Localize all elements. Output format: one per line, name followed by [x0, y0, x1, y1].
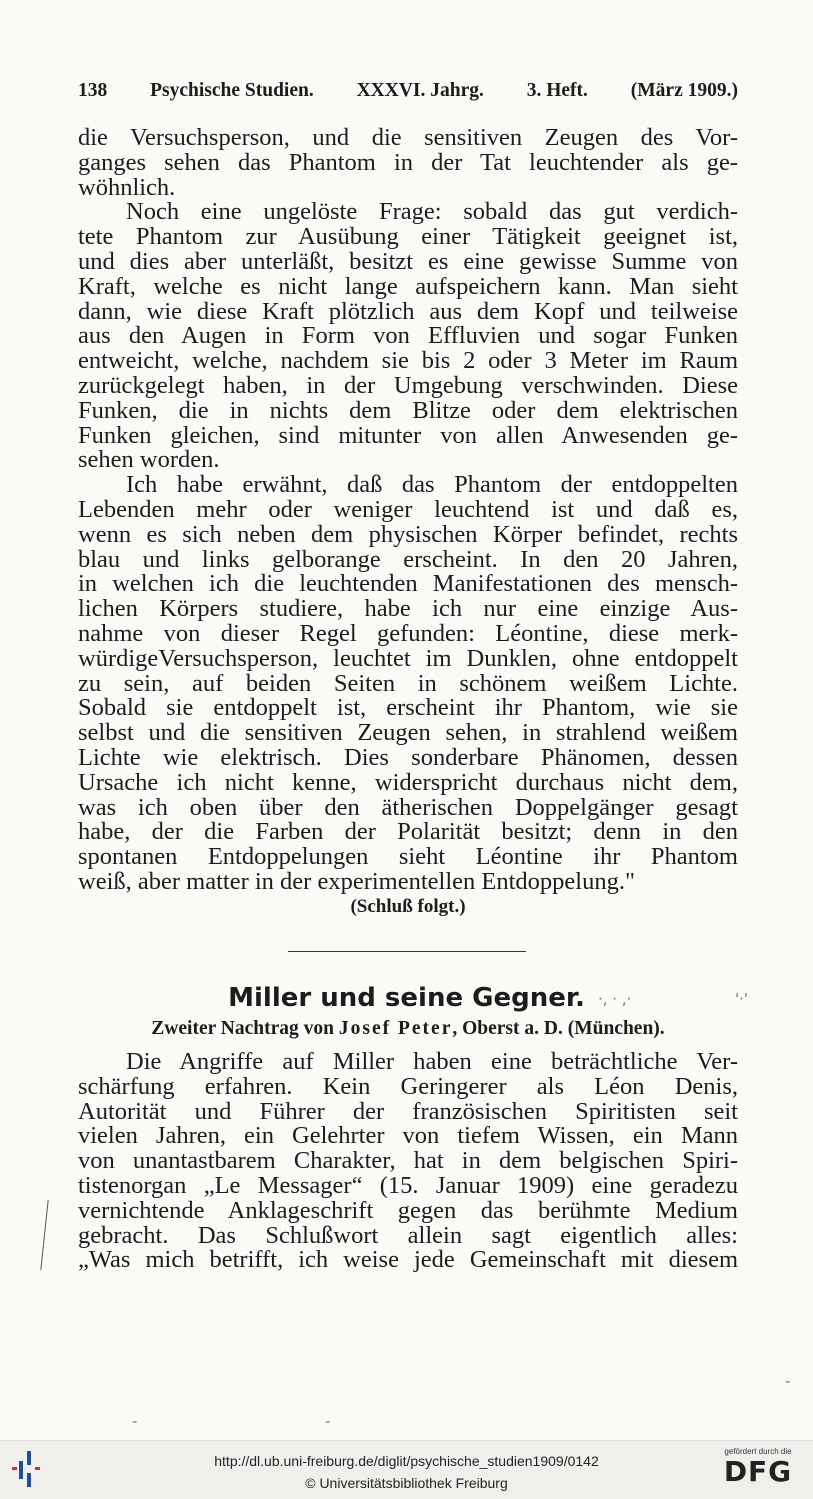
text-line: Ich habe erwähnt, daß das Phantom der entdoppelten — [126, 471, 738, 499]
continued-note: (Schluß folgt.) — [350, 895, 466, 917]
text-line: zurückgelegt haben, in der Umgebung verschwinden. Diese — [78, 371, 738, 399]
issue: 3. Heft. — [526, 80, 588, 101]
issue-date: (März 1909.) — [630, 80, 738, 101]
text-line: von unantastbarem Charakter, hat in dem belgischen Spiri- — [78, 1147, 738, 1175]
pencil-mark: - — [132, 1412, 138, 1430]
text-line: würdigeVersuchsperson, leuchtet im Dunklen, ohne entdoppelt — [78, 644, 738, 672]
text-line: Lichte wie elektrisch. Dies sonderbare Phänomen, dessen — [78, 743, 738, 771]
text-line: aus den Augen in Form von Effluvien und sogar Funken — [78, 322, 738, 350]
byline-prefix: Zweiter Nachtrag von — [151, 1018, 334, 1039]
text-line: gebracht. Das Schlußwort allein sagt eigentlich alles: — [78, 1221, 738, 1249]
text-line: Lebenden mehr oder weniger leuchtend ist und daß es, — [78, 495, 738, 523]
article-title — [0, 983, 813, 1013]
byline-suffix: , Oberst a. D. (München). — [452, 1018, 665, 1039]
text-line: und dies aber unterläßt, besitzt es eine gewisse Summe von — [78, 247, 738, 275]
text-line: Funken gleichen, sind mitunter von allen Anwesenden ge- — [78, 421, 738, 449]
text-line: nahme von dieser Regel gefunden: Léontine, diese merk- — [78, 619, 738, 647]
text-line: dann, wie diese Kraft plötzlich aus dem Kopf und teilweise — [78, 297, 738, 325]
text-line: habe, der die Farben der Polarität besitzt; denn in den — [78, 818, 738, 846]
article-body-continued — [78, 126, 738, 920]
article-title-text: Miller und seine Gegner. — [228, 983, 585, 1013]
text-line: „Was mich betrifft, ich weise jede Gemeinschaft mit diesem — [78, 1246, 738, 1274]
pencil-mark: - — [785, 1372, 791, 1390]
page-url-link[interactable]: http://dl.ub.uni-freiburg.de/diglit/psychische_studien1909/0142 — [214, 1453, 599, 1469]
text-line: ganges sehen das Phantom in der Tat leuchtender als ge- — [78, 148, 738, 176]
text-line: Funken, die in nichts dem Blitze oder dem elektrischen — [78, 396, 738, 424]
pencil-mark: ·, · ,· — [598, 990, 632, 1008]
text-line: Kraft, welche es nicht lange aufspeichern kann. Man sieht — [78, 272, 738, 300]
text-line: die Versuchsperson, und die sensitiven Zeugen des Vor- — [78, 124, 738, 151]
section-divider — [288, 951, 526, 952]
text-line: selbst und die sensitiven Zeugen sehen, in strahlend weißem — [78, 719, 738, 747]
text-line: in welchen ich die leuchtenden Manifestationen des mensch- — [78, 570, 738, 598]
dfg-wordmark: DFG — [723, 1455, 793, 1488]
text-line: Die Angriffe auf Miller haben eine beträchtliche Ver- — [126, 1048, 738, 1075]
text-line: blau und links gelborange erscheint. In den 20 Jahren, — [78, 545, 738, 573]
viewer-footer — [0, 1440, 813, 1499]
pencil-mark: '·' — [735, 990, 749, 1008]
text-line: vielen Jahren, ein Gelehrter von tiefem Wissen, ein Mann — [78, 1122, 738, 1150]
article-body — [78, 1050, 738, 1273]
text-line: lichen Körpers studiere, habe ich nur eine einzige Aus- — [78, 595, 738, 623]
text-line: entweicht, welche, nachdem sie bis 2 oder 3 Meter im Raum — [78, 347, 738, 375]
text-line: Ursache ich nicht kenne, widerspricht durchaus nicht dem, — [78, 768, 738, 796]
author-name: Josef Peter — [338, 1018, 453, 1039]
text-line: spontanen Entdoppelungen sieht Léontine ihr Phantom — [78, 843, 738, 871]
text-line: wenn es sich neben dem physischen Körper befindet, rechts — [78, 520, 738, 548]
volume: XXXVI. Jahrg. — [356, 80, 484, 101]
text-line: wöhnlich. — [78, 173, 176, 201]
text-line: tete Phantom zur Ausübung einer Tätigkeit geeignet ist, — [78, 223, 738, 251]
text-line: was ich oben über den ätherischen Doppelgänger gesagt — [78, 793, 738, 821]
text-line: tistenorgan „Le Messager“ (15. Januar 1909) eine geradezu — [78, 1171, 738, 1199]
text-line: schärfung erfahren. Kein Geringerer als Léon Denis, — [78, 1072, 738, 1100]
text-line: vernichtende Anklageschrift gegen das berühmte Medium — [78, 1196, 738, 1224]
text-line: Autorität und Führer der französischen Spiritisten seit — [78, 1097, 738, 1125]
journal-title: Psychische Studien. — [150, 80, 314, 101]
text-line: Sobald sie entdoppelt ist, erscheint ihr Phantom, wie sie — [78, 694, 738, 722]
dfg-logo — [713, 1447, 803, 1493]
copyright-notice: © Universitätsbibliothek Freiburg — [305, 1475, 508, 1491]
pencil-mark: - — [325, 1412, 331, 1430]
running-header — [78, 80, 738, 102]
text-line: zu sein, auf beiden Seiten in schönem weißem Lichte. — [78, 669, 738, 697]
text-line: weiß, aber matter in der experimentellen Entdoppelung." — [78, 867, 635, 895]
page-number: 138 — [78, 80, 108, 101]
dfg-caption: gefördert durch die — [724, 1447, 792, 1456]
text-line: Noch eine ungelöste Frage: sobald das gut verdich- — [126, 198, 738, 226]
text-line: sehen worden. — [78, 446, 220, 474]
margin-pencil-line — [40, 1200, 58, 1270]
article-byline — [78, 1018, 738, 1040]
